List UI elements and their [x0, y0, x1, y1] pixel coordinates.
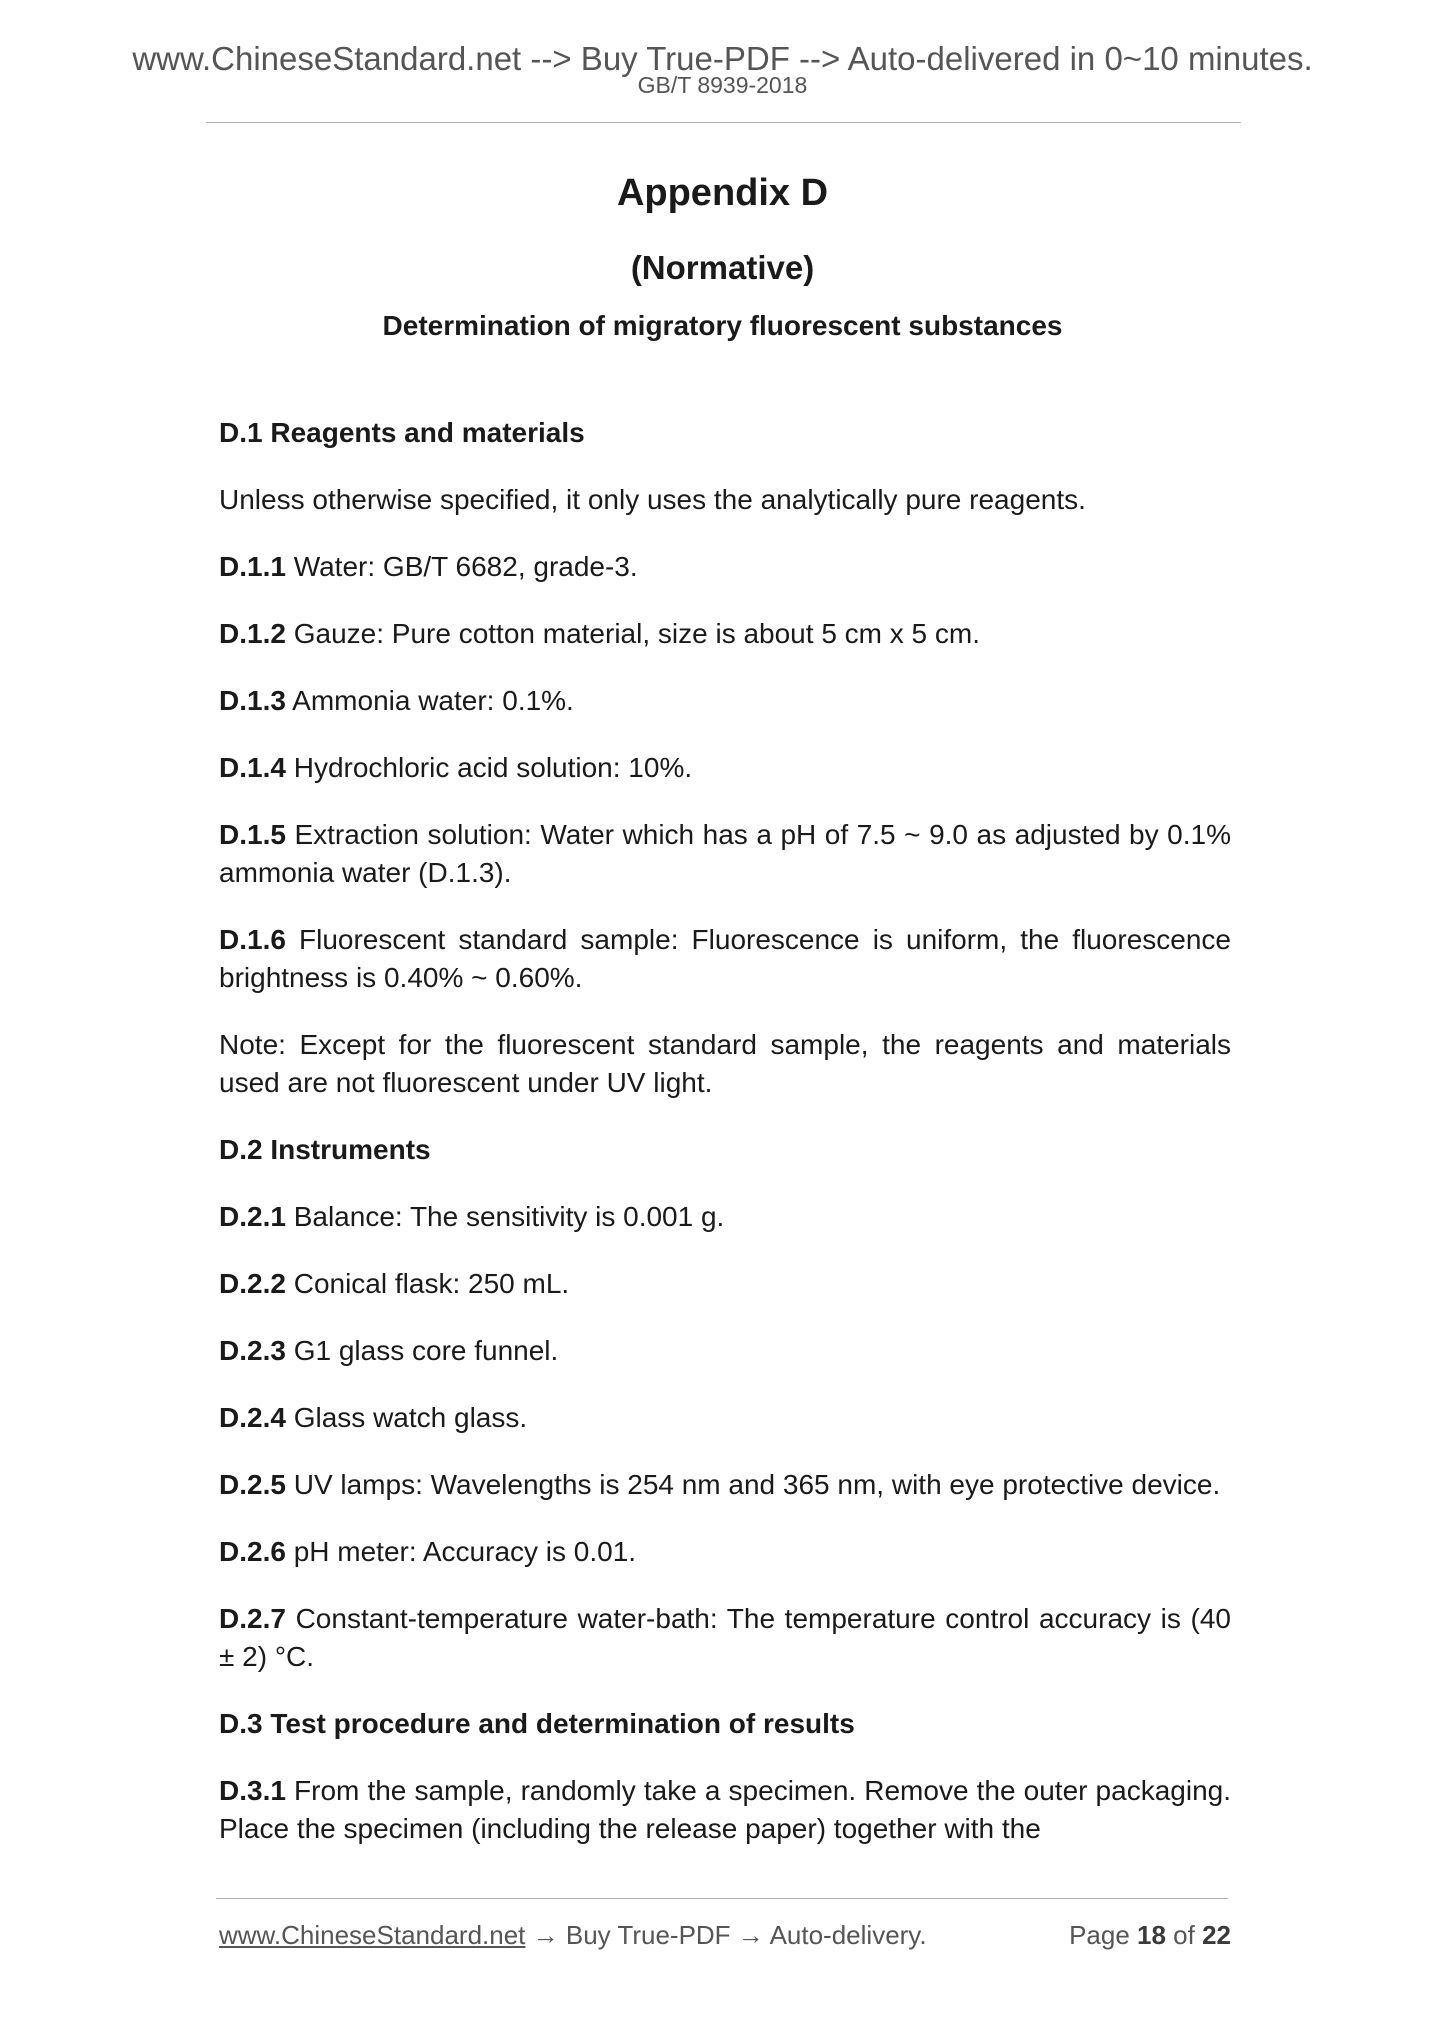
clause-number: D.1.5	[219, 819, 286, 850]
clause-number: D.2.7	[219, 1603, 286, 1634]
section-intro: Unless otherwise specified, it only uses the analytically pure reagents.	[219, 484, 1086, 515]
page-indicator	[1069, 1919, 1231, 1951]
clause-d1-4	[219, 749, 1231, 787]
clause-text: From the sample, randomly take a specimen. Remove the outer packaging. Place the specimen (including the release paper) together with the	[219, 1775, 1231, 1844]
page-total: 22	[1202, 1920, 1231, 1950]
appendix-subtitle: (Normative)	[630, 249, 815, 286]
clause-text: G1 glass core funnel.	[285, 1335, 559, 1366]
appendix-title: Appendix D	[616, 172, 829, 214]
clause-text: UV lamps: Wavelengths is 254 nm and 365 nm, with eye protective device.	[285, 1469, 1221, 1500]
clause-text: pH meter: Accuracy is 0.01.	[285, 1536, 637, 1567]
footer-divider	[216, 1898, 1228, 1899]
appendix-heading: Determination of migratory fluorescent substances	[382, 310, 1063, 341]
clause-text: Gauze: Pure cotton material, size is about 5 cm x 5 cm.	[285, 618, 981, 649]
clause-number: D.1.2	[219, 618, 286, 649]
clause-number: D.1.4	[219, 752, 286, 783]
clause-number: D.2.3	[219, 1335, 286, 1366]
clause-d1-1	[219, 548, 1231, 586]
clause-d1-5	[219, 816, 1231, 892]
page-footer	[219, 1919, 1231, 1951]
clause-d3-1	[219, 1772, 1231, 1848]
clause-text: Constant-temperature water-bath: The temperature control accuracy is (40 ± 2) °C.	[219, 1603, 1231, 1672]
clause-number: D.2.2	[219, 1268, 286, 1299]
footer-site-link[interactable]: www.ChineseStandard.net	[219, 1920, 526, 1950]
footer-text: → Buy True-PDF → Auto-delivery.	[525, 1920, 927, 1950]
clause-d2-7	[219, 1600, 1231, 1676]
clause-number: D.1.1	[219, 551, 286, 582]
clause-text: Ammonia water: 0.1%.	[285, 685, 574, 716]
clause-number: D.1.6	[219, 924, 286, 955]
clause-text: Conical flask: 250 mL.	[285, 1268, 570, 1299]
clause-number: D.2.5	[219, 1469, 286, 1500]
site-banner: www.ChineseStandard.net --> Buy True-PDF --> Auto-delivered in 0~10 minutes.	[132, 40, 1313, 77]
section-heading-d2: D.2 Instruments	[219, 1134, 431, 1165]
note: Note: Except for the fluorescent standard sample, the reagents and materials used are not fluorescent under UV light.	[219, 1029, 1231, 1098]
section-heading-d1: D.1 Reagents and materials	[219, 417, 585, 448]
clause-number: D.3.1	[219, 1775, 286, 1806]
clause-d2-6	[219, 1533, 1231, 1571]
clause-text: Fluorescent standard sample: Fluorescence is uniform, the fluorescence brightness is 0.40% ~ 0.60%.	[219, 924, 1231, 993]
clause-text: Balance: The sensitivity is 0.001 g.	[285, 1201, 725, 1232]
clause-d2-1	[219, 1198, 1231, 1236]
clause-number: D.1.3	[219, 685, 286, 716]
clause-text: Hydrochloric acid solution: 10%.	[285, 752, 693, 783]
clause-text: Water: GB/T 6682, grade-3.	[285, 551, 638, 582]
of-label: of	[1165, 1920, 1203, 1950]
page-label: Page	[1069, 1920, 1138, 1950]
section-heading-d3: D.3 Test procedure and determination of results	[219, 1708, 855, 1739]
clause-number: D.2.6	[219, 1536, 286, 1567]
clause-text: Glass watch glass.	[285, 1402, 528, 1433]
clause-d2-4	[219, 1399, 1231, 1437]
clause-text: Extraction solution: Water which has a pH of 7.5 ~ 9.0 as adjusted by 0.1% ammonia water (D.1.3).	[219, 819, 1231, 888]
document-body	[219, 414, 1231, 1877]
document-id: GB/T 8939-2018	[637, 72, 808, 98]
header-divider	[206, 122, 1241, 123]
clause-d2-2	[219, 1265, 1231, 1303]
page-current: 18	[1137, 1920, 1166, 1950]
clause-d2-3	[219, 1332, 1231, 1370]
clause-d2-5	[219, 1466, 1231, 1504]
clause-d1-2	[219, 615, 1231, 653]
clause-d1-3	[219, 682, 1231, 720]
clause-number: D.2.1	[219, 1201, 286, 1232]
clause-number: D.2.4	[219, 1402, 286, 1433]
clause-d1-6	[219, 921, 1231, 997]
